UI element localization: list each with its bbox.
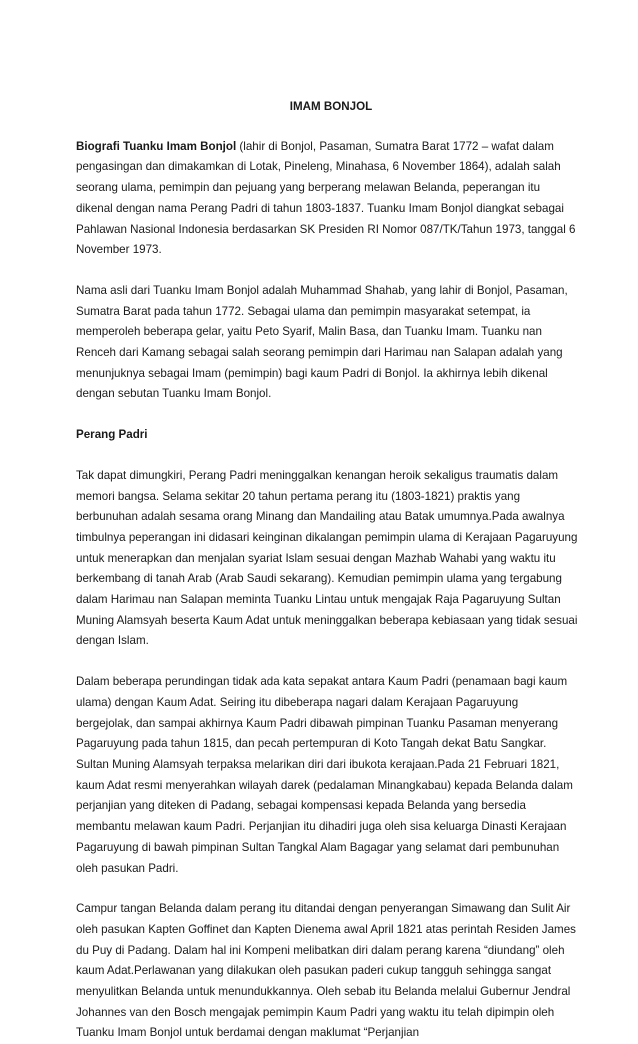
section-heading-perang-padri: Perang Padri — [76, 428, 148, 442]
document-title: IMAM BONJOL — [289, 100, 373, 113]
paragraph-name-origin: Nama asli dari Tuanku Imam Bonjol adalah Muhammad Shahab, yang lahir di Bonjol, Pasaman, Sumatra Barat pada tahun 1772. Sebagai ulama dan pemimpin masyarakat setempat, ia memperoleh beberapa gelar, yaitu Peto Syarif, Malin Basa, dan Tuanku Imam. Tuanku nan Renceh dari Kamang sebagai salah seorang pemimpin dari Harimau nan Salapan adalah yang menunjuknya sebagai Imam (pemimpin) bagi kaum Padri di Bonjol. Ia akhirnya lebih dikenal dengan sebutan Tuanku Imam Bonjol. — [76, 283, 568, 401]
paragraph-dutch-intervention: Campur tangan Belanda dalam perang itu ditandai dengan penyerangan Simawang dan Sulit Air oleh pasukan Kapten Goffinet dan Kapten Dienema awal April 1821 atas perintah Residen James du Puy di Padang. Dalam hal ini Kompeni melibatkan diri dalam perang karena “diundang” oleh kaum Adat.Perlawanan yang dilakukan oleh pasukan paderi cukup tangguh sehingga sangat menyulitkan Belanda untuk menundukkannya. Oleh sebab itu Belanda melalui Gubernur Jendral Johannes van den Bosch mengajak pemimpin Kaum Padri yang waktu itu telah dipimpin oleh Tuanku Imam Bonjol untuk berdamai dengan maklumat “Perjanjian — [76, 902, 576, 1040]
intro-paragraph — [76, 137, 578, 261]
paragraph-war-beginning: Tak dapat dimungkiri, Perang Padri meninggalkan kenangan heroik sekaligus traumatis dalam memori bangsa. Selama sekitar 20 tahun pertama perang itu (1803-1821) praktis yang berbunuhan adalah sesama orang Minang dan Mandailing atau Batak umumnya.Pada awalnya timbulnya peperangan ini didasari keinginan dikalangan pemimpin ulama di Kerajaan Pagaruyung untuk menerapkan dan menjalan syariat Islam sesuai dengan Mazhab Wahabi yang waktu itu berkembang di tanah Arab (Arab Saudi sekarang). Kemudian pemimpin ulama yang tergabung dalam Harimau nan Salapan meminta Tuanku Lintau untuk mengajak Raja Pagaruyung Sultan Muning Alamsyah beserta Kaum Adat untuk meninggalkan beberapa kebiasaan yang tidak sesuai dengan Islam. — [76, 468, 578, 648]
intro-lead: Biografi Tuanku Imam Bonjol — [76, 139, 237, 153]
intro-text: (lahir di Bonjol, Pasaman, Sumatra Barat 1772 – wafat dalam pengasingan dan dimakamkan di Lotak, Pineleng, Minahasa, 6 November 1864), adalah salah seorang ulama, pemimpin dan pejuang yang berperang melawan Belanda, peperangan itu dikenal dengan nama Perang Padri di tahun 1803-1837. Tuanku Imam Bonjol diangkat sebagai Pahlawan Nasional Indonesia berdasarkan SK Presiden RI Nomor 087/TK/Tahun 1973, tanggal 6 November 1973. — [76, 139, 576, 257]
paragraph-negotiations: Dalam beberapa perundingan tidak ada kata sepakat antara Kaum Padri (penamaan bagi kaum ulama) dengan Kaum Adat. Seiring itu dibeberapa nagari dalam Kerajaan Pagaruyung bergejolak, dan sampai akhirnya Kaum Padri dibawah pimpinan Tuanku Pasaman menyerang Pagaruyung pada tahun 1815, dan pecah pertempuran di Koto Tangah dekat Batu Sangkar. Sultan Muning Alamsyah terpaksa melarikan diri dari ibukota kerajaan.Pada 21 Februari 1821, kaum Adat resmi menyerahkan wilayah darek (pedalaman Minangkabau) kepada Belanda dalam perjanjian yang diteken di Padang, sebagai kompensasi kepada Belanda yang bersedia membantu melawan kaum Padri. Perjanjian itu dihadiri juga oleh sisa keluarga Dinasti Kerajaan Pagaruyung di bawah pimpinan Sultan Tangkal Alam Bagagar yang selamat dari pembunuhan oleh pasukan Padri. — [76, 675, 573, 875]
